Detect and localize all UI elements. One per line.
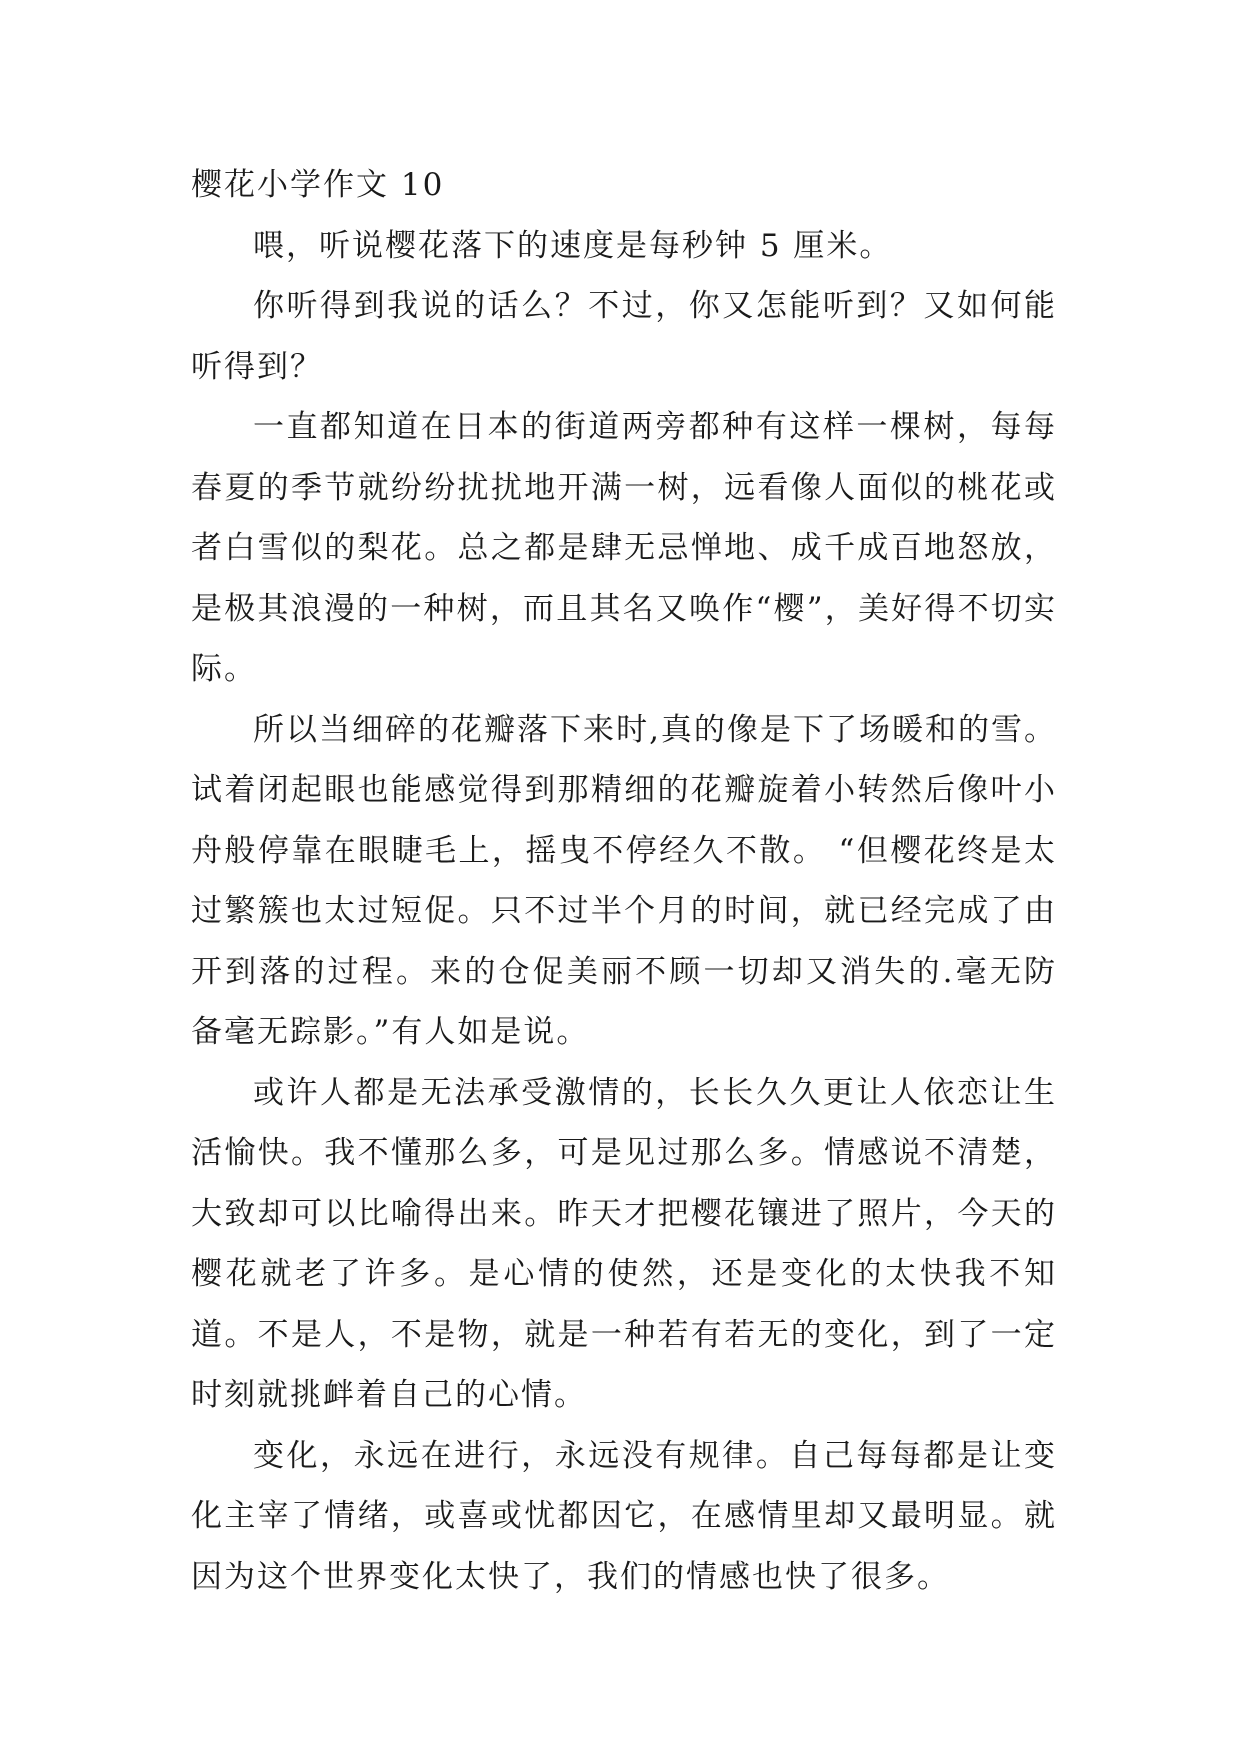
paragraph-3: 一直都知道在日本的街道两旁都种有这样一棵树，每每春夏的季节就纷纷扰扰地开满一树，远看像人面似的桃花或者白雪似的梨花。总之都是肆无忌惮地、成千成百地怒放，是极其浪漫的一种树，而且其名又唤作“樱”，美好得不切实际。 [191,409,1057,687]
paragraph-4: 所以当细碎的花瓣落下来时,真的像是下了场暖和的雪。试着闭起眼也能感觉得到那精细的花瓣旋着小转然后像叶小舟般停靠在眼睫毛上，摇曳不停经久不散。 “但樱花终是太过繁簇也太过短促。只不过半个月的时间，就已经完成了由开到落的过程。来的仓促美丽不顾一切却又消失的.毫无防备毫无踪影。”有人如是说。 [191,711,1057,1050]
paragraph-5: 或许人都是无法承受激情的，长长久久更让人依恋让生活愉快。我不懂那么多，可是见过那么多。情感说不清楚，大致却可以比喻得出来。昨天才把樱花镶进了照片，今天的樱花就老了许多。是心情的使然，还是变化的太快我不知道。不是人，不是物，就是一种若有若无的变化，到了一定时刻就挑衅着自己的心情。 [191,1074,1057,1413]
paragraph-2: 你听得到我说的话么？不过，你又怎能听到？又如何能听得到？ [191,288,1057,385]
document-title: 樱花小学作文 10 [191,167,445,203]
document-page [191,155,1057,1607]
paragraph-6: 变化，永远在进行，永远没有规律。自己每每都是让变化主宰了情绪，或喜或忧都因它，在感情里却又最明显。就因为这个世界变化太快了，我们的情感也快了很多。 [191,1437,1057,1595]
paragraph-1: 喂，听说樱花落下的速度是每秒钟 5 厘米。 [253,227,893,264]
